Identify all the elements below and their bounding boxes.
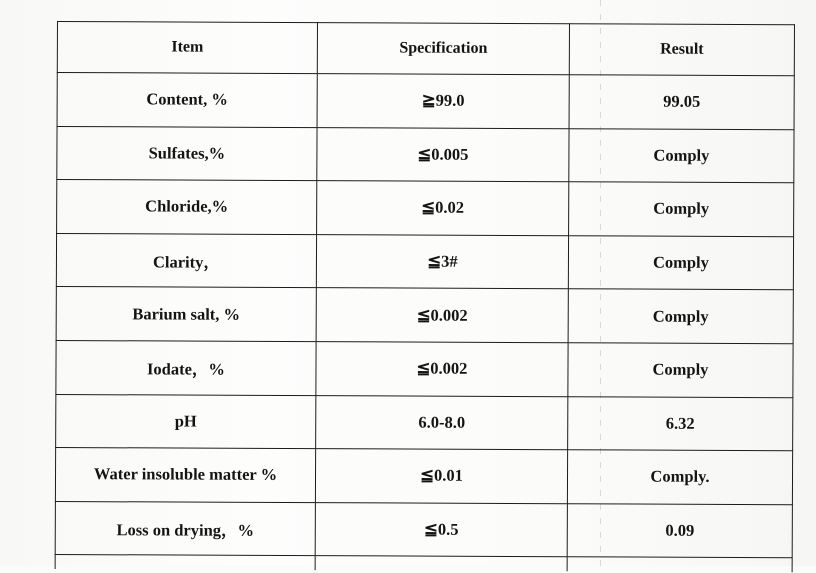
row-result: Comply — [569, 182, 794, 237]
table-header-row — [57, 22, 794, 76]
header-result: Result — [569, 24, 794, 76]
row-result: Comply — [568, 343, 793, 398]
row-specification: ≦0.5 — [315, 502, 567, 557]
row-result: Comply — [568, 289, 793, 344]
table-row — [56, 233, 793, 290]
row-result: Comply — [568, 236, 793, 291]
row-item: Iodate，% — [56, 340, 316, 395]
row-specification: ≦0.005 — [317, 127, 569, 182]
row-item: Clarity， — [56, 233, 316, 288]
table-row — [56, 340, 793, 397]
table-row — [57, 126, 794, 183]
header-item: Item — [57, 22, 317, 74]
row-specification: ≦0.01 — [315, 449, 567, 504]
specification-table — [55, 21, 795, 573]
row-specification: ≧99.0 — [317, 74, 569, 129]
row-item: Sulfates,% — [57, 126, 317, 181]
row-result: Comply — [569, 128, 794, 183]
table-row — [57, 180, 794, 237]
row-result: 0.09 — [567, 503, 792, 558]
table-row — [56, 287, 793, 344]
row-result: 6.32 — [568, 396, 793, 451]
row-item: Loss on drying，% — [55, 501, 315, 556]
table-row — [56, 394, 793, 451]
table-row — [57, 73, 794, 130]
row-result: Comply. — [567, 450, 792, 505]
row-item: Barium salt, % — [56, 287, 316, 342]
row-item: Chloride,% — [57, 180, 317, 235]
cutoff-cell — [55, 555, 315, 571]
table-row — [55, 501, 792, 558]
row-item: pH — [56, 394, 316, 449]
row-item: Water insoluble matter % — [55, 448, 315, 503]
row-specification: 6.0-8.0 — [316, 395, 568, 450]
row-item: Content, % — [57, 73, 317, 128]
table-row-cutoff — [55, 555, 792, 573]
header-specification: Specification — [317, 23, 569, 75]
cutoff-cell — [567, 557, 792, 572]
row-result: 99.05 — [569, 75, 794, 130]
row-specification: ≦0.002 — [316, 288, 568, 343]
row-specification: ≦0.002 — [316, 342, 568, 397]
row-specification: ≦3# — [316, 234, 568, 289]
table-row — [55, 448, 792, 505]
row-specification: ≦0.02 — [317, 181, 569, 236]
cutoff-cell — [315, 556, 567, 572]
